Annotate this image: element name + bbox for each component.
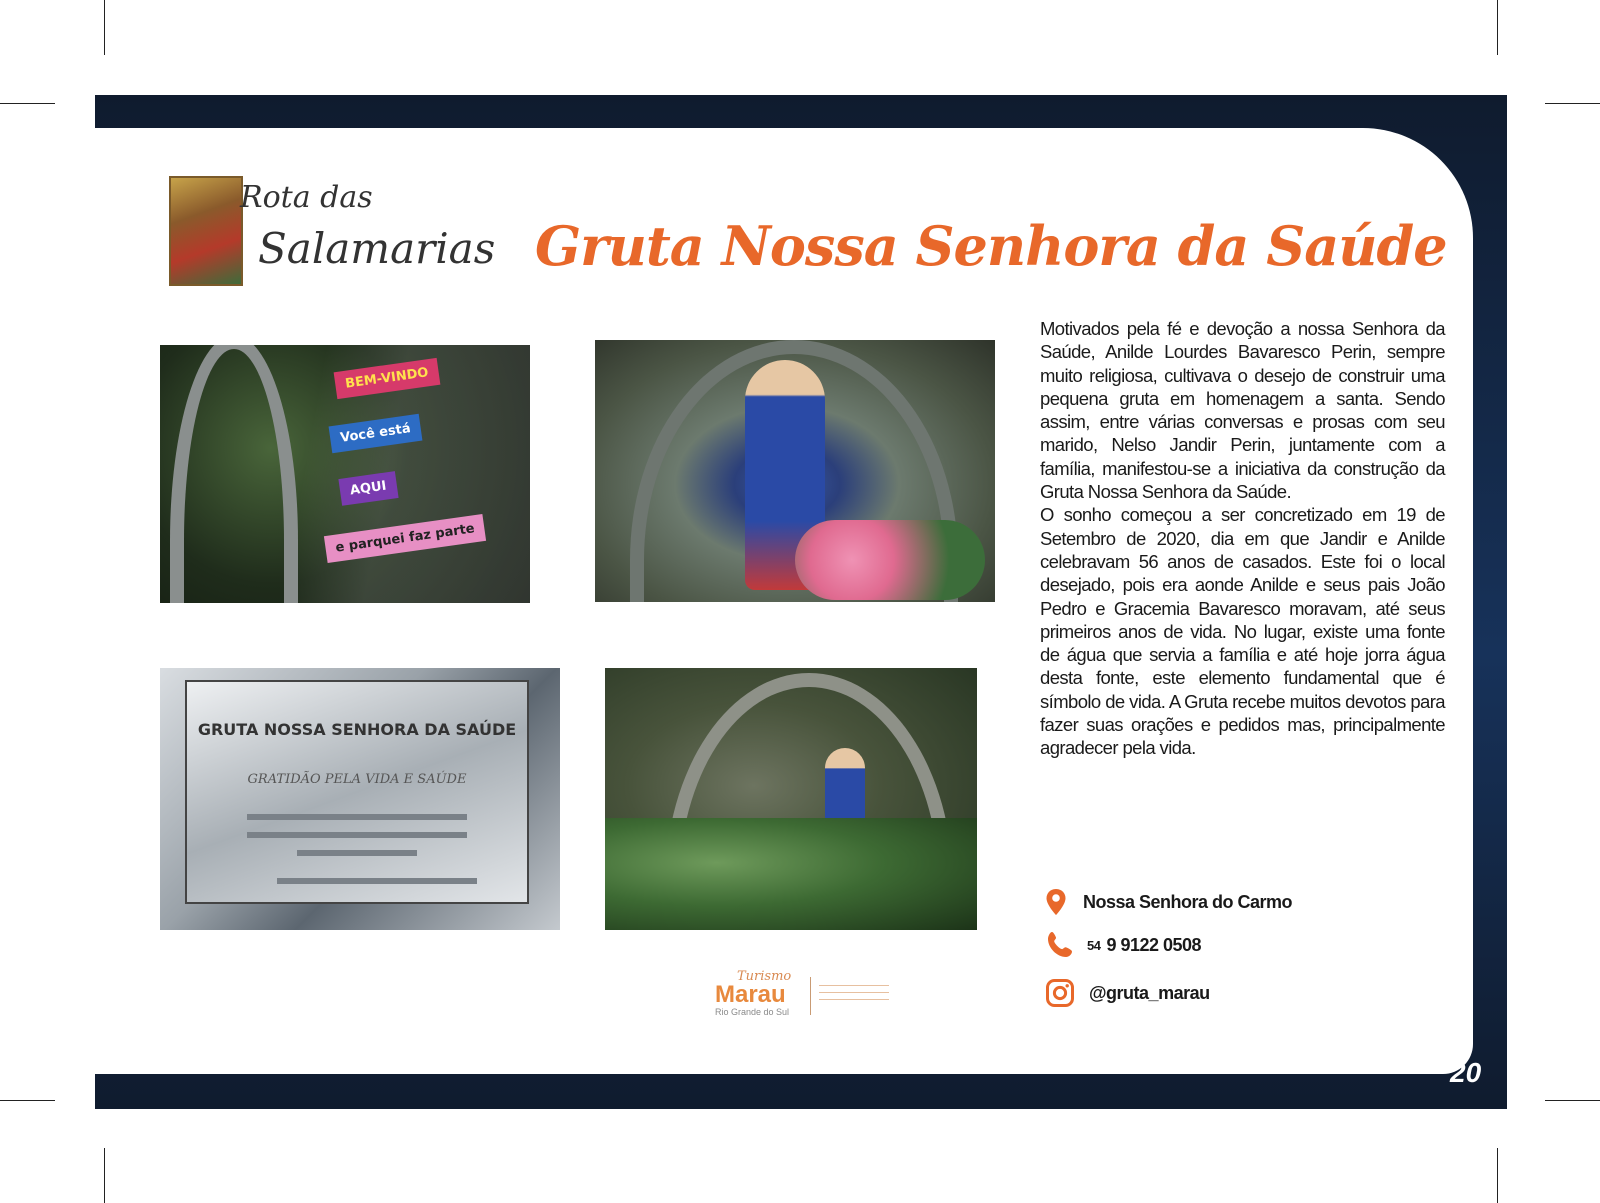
location-pin-icon [1045, 888, 1067, 916]
plaque-engraving [247, 832, 467, 838]
stone-arch [170, 345, 298, 603]
contact-phone[interactable] [1045, 930, 1201, 960]
location-text: Nossa Senhora do Carmo [1083, 891, 1293, 912]
sign-part: e parquei faz parte [324, 514, 486, 563]
crop-mark [104, 1148, 105, 1203]
crop-mark [0, 103, 55, 104]
crop-mark [1545, 103, 1600, 104]
page-number: 20 [1450, 1057, 1482, 1088]
crop-mark [1497, 0, 1498, 55]
footer-marau: Marau [715, 981, 786, 1008]
phone-icon [1045, 930, 1075, 960]
plants [605, 818, 977, 930]
footer-tagline-decoration [819, 979, 889, 1009]
crop-mark [104, 0, 105, 55]
plaque-engraving [247, 814, 467, 820]
description-text [1040, 317, 1445, 760]
phone-area-code: 54 [1087, 937, 1101, 953]
paragraph: Motivados pela fé e devoção a nossa Senhora da Saúde, Anilde Lourdes Bavaresco Perin, sempre muito religiosa, cultivava o desejo de construir uma pequena gruta em homenagem a santa. Sendo assim, entre várias conversas e prosas com seu marido, Nelso Jandir Perin, juntamente com a família, manifestou-se a iniciativa da construção da Gruta Nossa Senhora da Saúde. [1040, 318, 1445, 503]
plaque-engraving [277, 878, 477, 884]
page-title: Gruta Nossa Senhora da Saúde [535, 214, 1447, 278]
sign-welcome: BEM-VINDO [334, 358, 441, 399]
photo-statue [595, 340, 995, 602]
plaque-engraving [297, 850, 417, 856]
contact-instagram[interactable] [1045, 978, 1210, 1008]
phone-number: 9 9122 0508 [1106, 934, 1202, 955]
instagram-handle: @gruta_marau [1089, 982, 1210, 1003]
sign-you-are: Você está [329, 414, 423, 453]
crop-mark [1545, 1100, 1600, 1101]
paragraph: O sonho começou a ser concretizado em 19 de Setembro de 2020, dia em que Jandir e Anilde celebravam 56 anos de casados. Este foi o local desejado, pois era aonde Anilde e seus pais João Pedro e Gracemia Bavaresco moravam, até seus primeiros anos de vida. No lugar, existe uma fonte de água que servia a família e até hoje jorra água desta fonte, este elemento fundamental que é símbolo de vida. A Gruta recebe muitos devotos para fazer suas orações e pedidos mas, principalmente agradecer pela vida. [1040, 504, 1445, 759]
commemorative-plaque [185, 680, 529, 904]
logo-text-line1: Rota das [240, 180, 373, 215]
photo-grotto [605, 668, 977, 930]
rota-logo-image [169, 176, 243, 286]
footer-region: Rio Grande do Sul [715, 1007, 790, 1017]
flower-bouquet [795, 520, 985, 600]
footer-turismo: Turismo [737, 969, 792, 984]
footer-divider [810, 977, 811, 1015]
crop-mark [0, 1100, 55, 1101]
sign-here: AQUI [338, 471, 398, 506]
instagram-icon [1045, 978, 1075, 1008]
plaque-title: GRUTA NOSSA SENHORA DA SAÚDE [197, 720, 517, 739]
logo-text-line2: Salamarias [258, 224, 496, 273]
photo-plaque [160, 668, 560, 930]
turismo-marau-logo [715, 969, 915, 1023]
photo-signs [160, 345, 530, 603]
crop-mark [1497, 1148, 1498, 1203]
contact-location [1045, 888, 1292, 916]
plaque-subtitle: GRATIDÃO PELA VIDA E SAÚDE [247, 772, 467, 787]
